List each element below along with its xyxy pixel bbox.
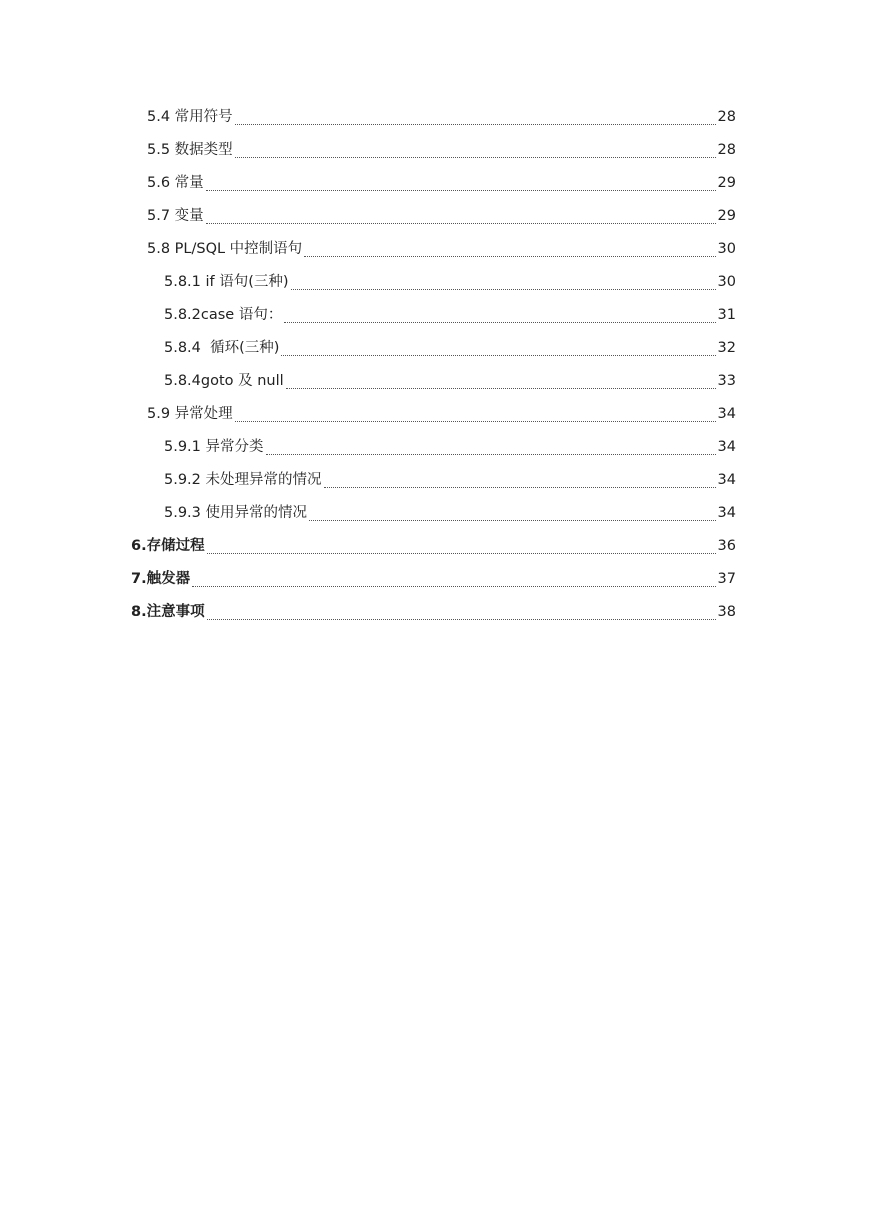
toc-entry[interactable] <box>164 269 736 302</box>
dot-leader <box>206 190 716 191</box>
toc-entry-page: 33 <box>717 373 736 389</box>
toc-entry[interactable] <box>131 566 736 599</box>
dot-leader <box>266 454 716 455</box>
dot-leader <box>207 553 716 554</box>
toc-entry[interactable] <box>147 401 736 434</box>
toc-entry-title: 5.8.2case 语句： <box>164 307 283 323</box>
toc-entry-title: 8.注意事项 <box>131 604 205 620</box>
dot-leader <box>207 619 716 620</box>
toc-entry-page: 36 <box>717 538 736 554</box>
toc-entry[interactable] <box>164 335 736 368</box>
toc-entry[interactable] <box>164 368 736 401</box>
dot-leader <box>304 256 715 257</box>
toc-entry-title: 5.9.1 异常分类 <box>164 439 264 455</box>
toc-entry-title: 5.7 变量 <box>147 208 204 224</box>
toc-entry-page: 38 <box>717 604 736 620</box>
toc-entry-title: 6.存储过程 <box>131 538 205 554</box>
toc-entry[interactable] <box>164 467 736 500</box>
toc-entry-title: 5.8.1 if 语句(三种) <box>164 274 289 290</box>
toc-entry-page: 34 <box>717 505 736 521</box>
toc-entry[interactable] <box>164 434 736 467</box>
toc-entry[interactable] <box>147 104 736 137</box>
toc-entry-page: 34 <box>717 406 736 422</box>
toc-entry-page: 34 <box>717 439 736 455</box>
toc-entry[interactable] <box>147 170 736 203</box>
toc-entry-title: 5.5 数据类型 <box>147 142 233 158</box>
dot-leader <box>284 322 715 323</box>
toc-entry-title: 5.9.3 使用异常的情况 <box>164 505 308 521</box>
toc-entry[interactable] <box>147 236 736 269</box>
toc-entry-title: 5.9.2 未处理异常的情况 <box>164 472 322 488</box>
toc-entry[interactable] <box>164 500 736 533</box>
toc-entry-title: 5.4 常用符号 <box>147 109 233 125</box>
toc-entry-title: 5.9 异常处理 <box>147 406 233 422</box>
toc-entry-page: 32 <box>717 340 736 356</box>
toc-entry-page: 28 <box>717 142 736 158</box>
dot-leader <box>291 289 716 290</box>
toc-entry-page: 29 <box>717 175 736 191</box>
toc-entry-page: 30 <box>717 241 736 257</box>
toc-entry-page: 30 <box>717 274 736 290</box>
dot-leader <box>235 157 716 158</box>
toc-entry-title: 5.8.4 循环(三种) <box>164 340 280 356</box>
dot-leader <box>324 487 716 488</box>
toc-entry-title: 5.8 PL/SQL 中控制语句 <box>147 241 303 257</box>
toc-entry-title: 5.6 常量 <box>147 175 204 191</box>
dot-leader <box>281 355 715 356</box>
toc-entry-page: 29 <box>717 208 736 224</box>
dot-leader <box>192 586 715 587</box>
toc-entry-page: 31 <box>717 307 736 323</box>
toc-entry[interactable] <box>164 302 736 335</box>
table-of-contents <box>0 104 869 632</box>
toc-entry-title: 7.触发器 <box>131 571 191 587</box>
toc-entry[interactable] <box>147 203 736 236</box>
dot-leader <box>206 223 716 224</box>
dot-leader <box>309 520 716 521</box>
toc-entry[interactable] <box>147 137 736 170</box>
toc-entry[interactable] <box>131 599 736 632</box>
toc-entry-page: 37 <box>717 571 736 587</box>
toc-entry-title: 5.8.4goto 及 null <box>164 373 284 389</box>
dot-leader <box>235 421 716 422</box>
toc-entry-page: 34 <box>717 472 736 488</box>
toc-entry[interactable] <box>131 533 736 566</box>
toc-entry-page: 28 <box>717 109 736 125</box>
dot-leader <box>286 388 716 389</box>
dot-leader <box>235 124 716 125</box>
